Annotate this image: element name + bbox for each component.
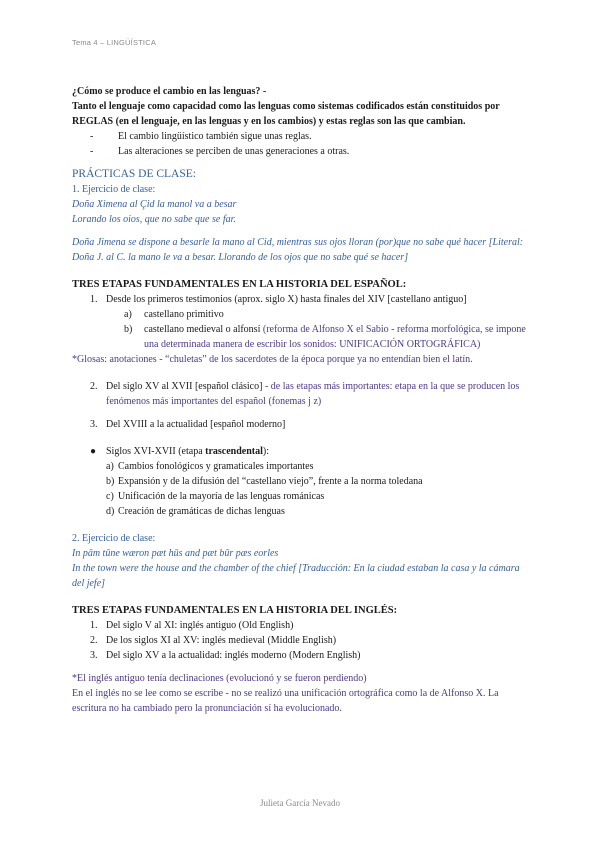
exercise-1-translation: Doña Jimena se dispone a besarle la mano al Cid, mientras sus ojos lloran (por)que no sabe qué hacer [Literal: Doña J. al C. la mano le va a besar. Llorando de los ojos que no sabe qué se hacer] (72, 237, 524, 263)
page-content (72, 84, 532, 716)
bullet-item: ● Siglos XVI-XVII (etapa trascendental): (90, 446, 270, 457)
practicas-title: PRÁCTICAS DE CLASE: (72, 168, 196, 180)
glosas-note: *Glosas: anotaciones - “chuletas” de los sacerdotes de la época porque ya no entendían bien el latín. (72, 354, 473, 365)
dash-item: - Las alteraciones se perciben de unas generaciones a otras. (90, 146, 350, 157)
ingles-note-1: *El inglés antiguo tenía declinaciones (evolucionó y se fueron perdiendo) (72, 673, 367, 684)
question-title: ¿Cómo se produce el cambio en las lenguas? - (72, 86, 267, 97)
exercise-2-line-1: In pām tūne wæron pæt hūs and pæt būr pæs eorles (72, 548, 279, 559)
espanol-item-1: 1. Desde los primeros testimonios (aprox. siglo X) hasta finales del XIV [castellano antiguo] (90, 294, 467, 305)
espanol-item-3: 3. Del XVIII a la actualidad [español moderno] (90, 419, 286, 430)
page-footer: Julieta García Nevado (260, 798, 340, 808)
page-header: Tema 4 – LINGÜÍSTICA (72, 38, 157, 47)
dash-item: - El cambio lingüístico también sigue unas reglas. (90, 131, 312, 142)
ingles-note-2: En el inglés no se lee como se escribe - no se realizó una unificación ortográfica como la de Alfonso X. La escritura no ha cambiado pero la pronunciación sí ha evolucionado. (72, 688, 499, 714)
ingles-item-2: 2. De los siglos XI al XV: inglés medieval (Middle English) (90, 635, 337, 646)
espanol-title: TRES ETAPAS FUNDAMENTALES EN LA HISTORIA DEL ESPAÑOL: (72, 279, 407, 290)
ingles-item-1: 1. Del siglo V al XI: inglés antiguo (Old English) (90, 620, 294, 631)
exercise-1-line-1: Doña Ximena al Çid la manol va a besar (72, 199, 237, 210)
sub-item: d) Creación de gramáticas de dichas lenguas (106, 506, 285, 517)
sub-item: b) Expansión y de la difusión del “castellano viejo”, frente a la norma toledana (106, 476, 423, 487)
exercise-1-line-2: Lorando los oios, que no sabe que se far. (72, 214, 236, 225)
espanol-item-1b: b) castellano medieval o alfonsí (reforma de Alfonso X el Sabio - reforma morfológica, se impone una determinada manera de escribir los sonidos: UNIFICACIÓN ORTOGRÁFICA) (124, 324, 526, 350)
espanol-item-2: 2. Del siglo XV al XVII [español clásico] - de las etapas más importantes: etapa en la que se producen los fenómenos más importantes del español (fonemas j z) (90, 381, 520, 407)
sub-item: c) Unificación de la mayoría de las lenguas románicas (106, 491, 325, 502)
ingles-item-3: 3. Del siglo XV a la actualidad: inglés moderno (Modern English) (90, 650, 361, 661)
exercise-2-label: 2. Ejercicio de clase: (72, 533, 156, 544)
exercise-2-line-2: In the town were the house and the chamber of the chief [Traducción: En la ciudad estaban la casa y la cámara del jefe] (72, 563, 520, 589)
exercise-1-label: 1. Ejercicio de clase: (72, 184, 156, 195)
question-body: Tanto el lenguaje como capacidad como las lenguas como sistemas codificados están constituidos por REGLAS (en el lenguaje, en las lenguas y en los cambios) y estas reglas son las que cambian. (72, 101, 500, 127)
ingles-title: TRES ETAPAS FUNDAMENTALES EN LA HISTORIA DEL INGLÉS: (72, 605, 398, 616)
sub-item: a) Cambios fonológicos y gramaticales importantes (106, 461, 314, 472)
espanol-item-1a: a) castellano primitivo (124, 309, 224, 320)
